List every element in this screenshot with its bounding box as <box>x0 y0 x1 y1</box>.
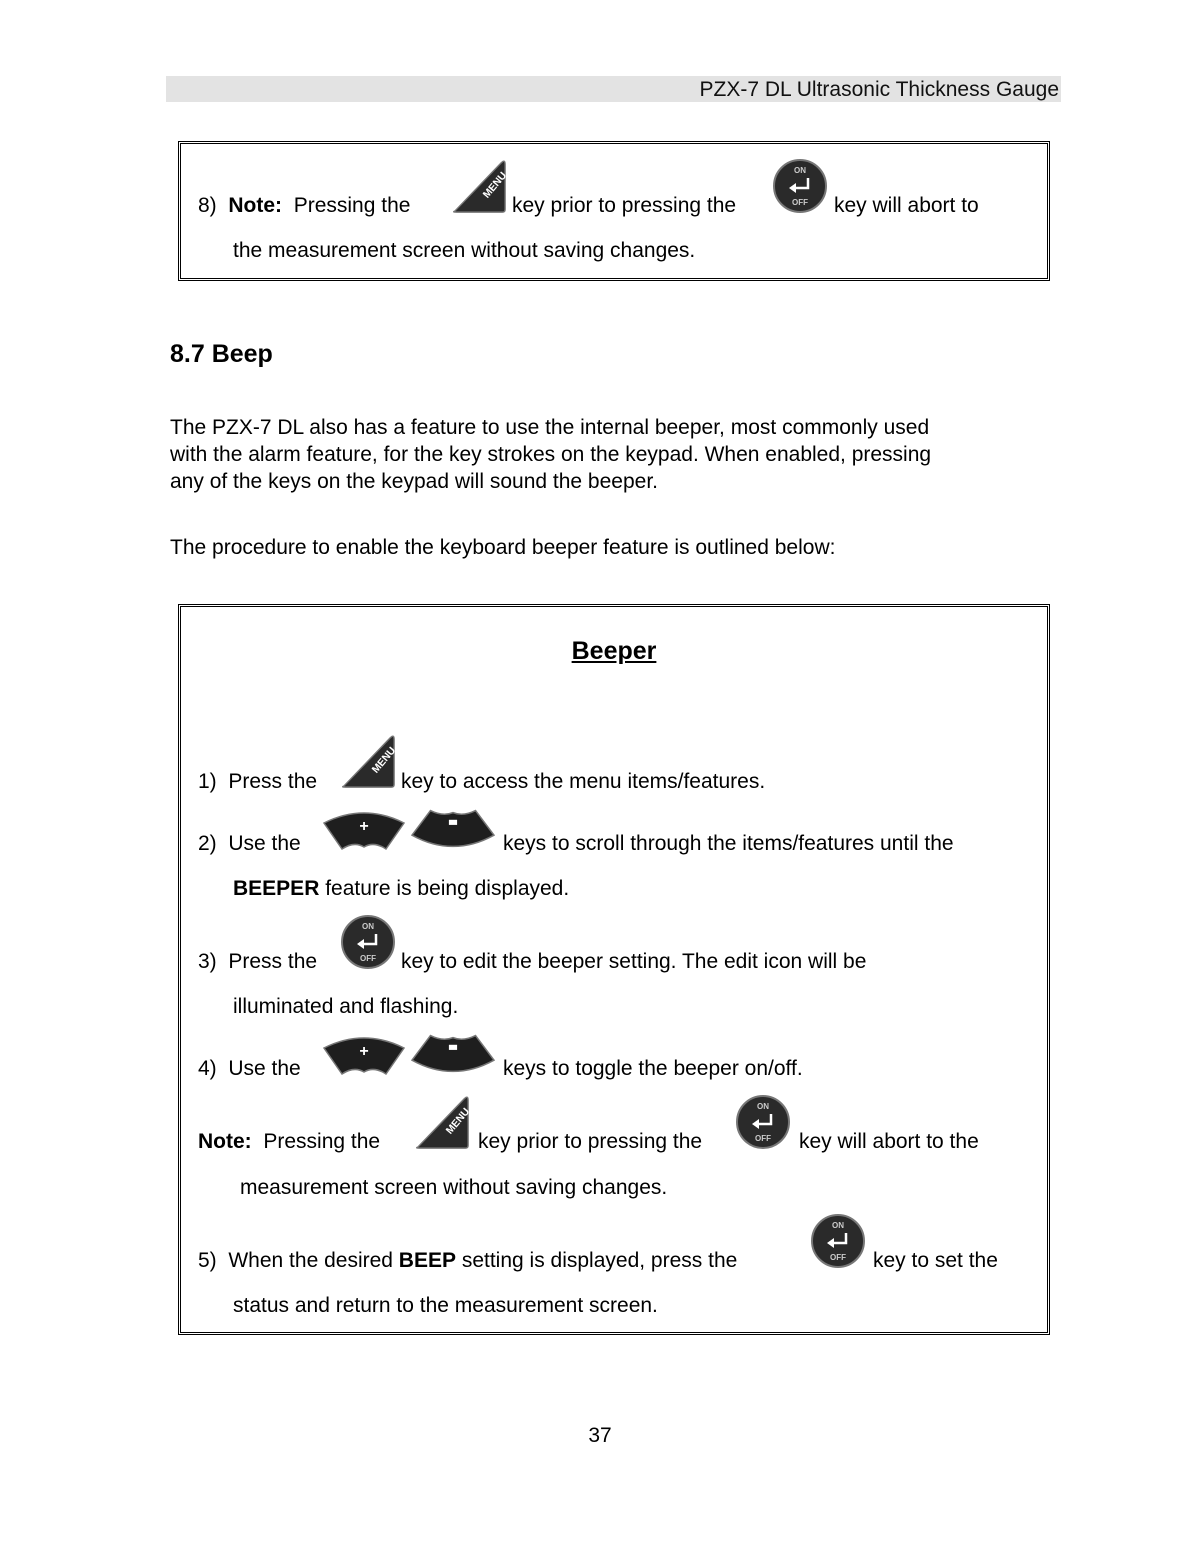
step-5-text: key to set the <box>873 1249 998 1272</box>
minus-key-icon <box>410 806 496 852</box>
step-4: 4) Use the <box>198 1057 301 1080</box>
note-label: Note: <box>228 194 283 217</box>
running-header <box>166 76 1061 102</box>
procedure-note-d: measurement screen without saving changes. <box>240 1176 668 1199</box>
document-title: PZX-7 DL Ultrasonic Thickness Gauge <box>699 78 1059 101</box>
intro-paragraph: The PZX-7 DL also has a feature to use the internal beeper, most commonly used with the alarm feature, for the key strokes on the keypad. When enabled, pressing any of the keys on the keypad will sound the beeper. <box>170 416 932 493</box>
step-3-text: key to edit the beeper setting. The edit icon will be <box>401 950 867 973</box>
note-line-1: 8) Note: Pressing the <box>198 194 411 217</box>
on-off-enter-key-icon <box>340 913 396 971</box>
note-text-d: the measurement screen without saving changes. <box>233 239 696 262</box>
step-1: 1) Press the <box>198 770 318 793</box>
page-number: 37 <box>588 1424 612 1447</box>
step-2-text: keys to scroll through the items/features until the <box>503 832 954 855</box>
step-2: 2) Use the <box>198 832 301 855</box>
step-2-cont: BEEPER feature is being displayed. <box>233 877 570 900</box>
step-3-cont: illuminated and flashing. <box>233 995 459 1018</box>
menu-key-icon <box>451 158 507 214</box>
step-5-cont: status and return to the measurement screen. <box>233 1294 658 1317</box>
procedure-note: Note: Pressing the <box>198 1130 381 1153</box>
procedure-intro: The procedure to enable the keyboard beeper feature is outlined below: <box>170 536 836 559</box>
menu-key-icon <box>340 733 396 789</box>
section-heading: 8.7 Beep <box>170 340 273 368</box>
step-5: 5) When the desired BEEP setting is displayed, press the <box>198 1249 738 1272</box>
plus-key-icon <box>322 1033 406 1079</box>
on-off-enter-key-icon <box>810 1212 866 1270</box>
note-text-b: key prior to pressing the <box>512 194 737 217</box>
minus-key-icon <box>410 1031 496 1077</box>
plus-key-icon <box>322 808 406 854</box>
on-off-enter-key-icon <box>735 1093 791 1151</box>
note-text-c: key will abort to <box>834 194 979 217</box>
procedure-note-b: key prior to pressing the <box>478 1130 703 1153</box>
on-off-enter-key-icon <box>772 158 828 214</box>
procedure-title: Beeper <box>571 637 657 665</box>
menu-key-icon <box>414 1094 470 1150</box>
step-4-text: keys to toggle the beeper on/off. <box>503 1057 803 1080</box>
step-1-text: key to access the menu items/features. <box>401 770 766 793</box>
procedure-note-c: key will abort to the <box>799 1130 979 1153</box>
step-3: 3) Press the <box>198 950 318 973</box>
